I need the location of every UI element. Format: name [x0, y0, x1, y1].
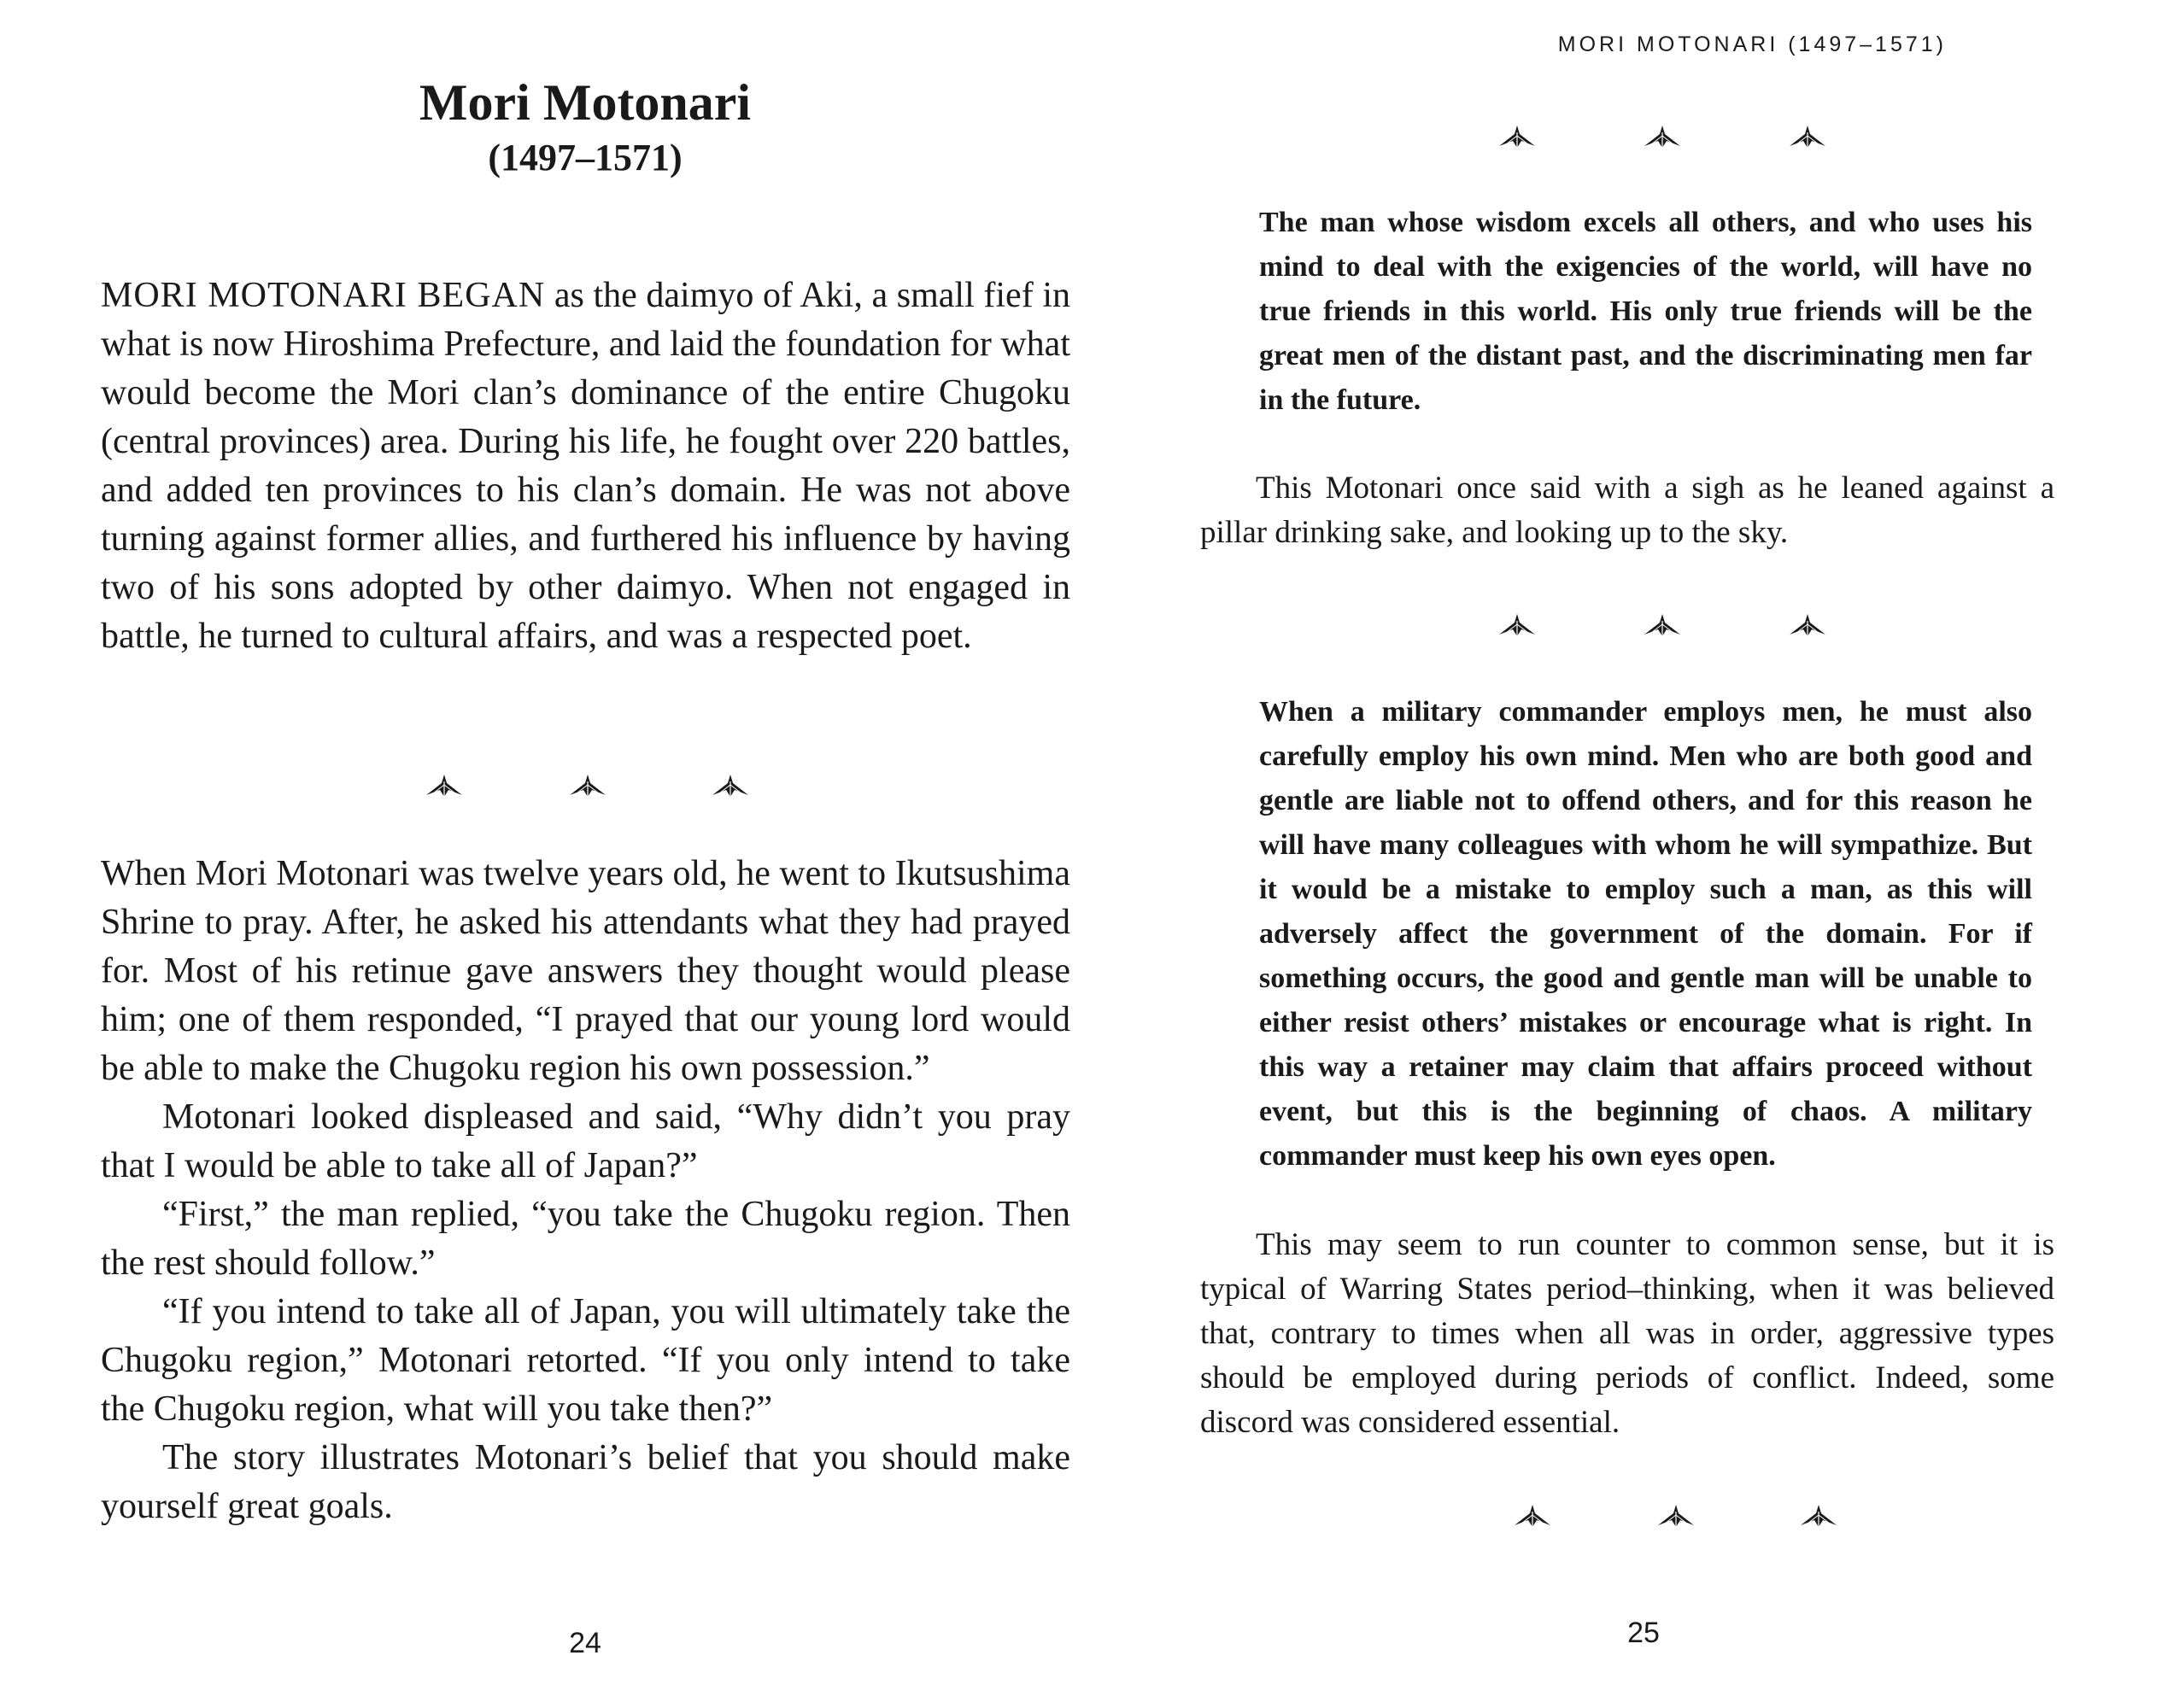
section-ornament	[423, 773, 752, 798]
leaf-ornament-icon	[1496, 612, 1538, 638]
commentary-paragraph: This may seem to run counter to common sense, but it is typical of Warring States period–thinking, when it was believed that, contrary to times when all was in order, aggressive types should be employed during periods of conflict. Indeed, some discord was considered essential.	[1200, 1227, 2054, 1440]
leaf-ornament-icon	[709, 773, 752, 798]
story-paragraph: The story illustrates Motonari’s belief that you should make yourself great goals.	[101, 1438, 1070, 1526]
page-number: 24	[569, 1627, 601, 1659]
leaf-ornament-icon	[1641, 612, 1684, 638]
story-paragraph: “First,” the man replied, “you take the Chugoku region. Then the rest should follow.”	[101, 1195, 1070, 1283]
right-page	[1084, 0, 2168, 1708]
story-paragraph: Motonari looked displeased and said, “Why didn’t you pray that I would be able to take all of Japan?”	[101, 1097, 1070, 1185]
leaf-ornament-icon	[1655, 1503, 1697, 1529]
page-number: 25	[1627, 1617, 1660, 1649]
quote-block: The man whose wisdom excels all others, and who uses his mind to deal with the exigencies of the world, will have no true friends in this world. His only true friends will be the great men of the distant past, and the discriminating men far in the future.	[1259, 207, 2032, 416]
running-head: MORI MOTONARI (1497–1571)	[1557, 32, 1947, 56]
leaf-ornament-icon	[1511, 1503, 1554, 1529]
section-ornament	[1496, 124, 1829, 149]
intro-text: as the daimyo of Aki, a small fief in what is now Hiroshima Prefecture, and laid the foundation for what would become the Mori clan’s dominance of the entire Chugoku (central provinces) area. During his life, he fought over 220 battles, and added ten provinces to his clan’s domain. He was not above turning against former allies, and furthered his influence by having two of his sons adopted by other daimyo. When not engaged in battle, he turned to cultural affairs, and was a respected poet.	[101, 276, 1070, 656]
leaf-ornament-icon	[1786, 612, 1829, 638]
leaf-ornament-icon	[1496, 124, 1538, 149]
quote-block: When a military commander employs men, he must also carefully employ his own mind. Men who are both good and gentle are liable not to offend others, and for this reason he will have many colleagues with whom he will sympathize. But it would be a mistake to employ such a man, as this will adversely affect the government of the domain. For if something occurs, the good and gentle man will be unable to either resist others’ mistakes or encourage what is right. In this way a retainer may claim that affairs proceed without event, but this is the beginning of chaos. A military commander must keep his own eyes open.	[1259, 696, 2032, 1172]
story-block	[101, 850, 1070, 1531]
commentary-paragraph: This Motonari once said with a sigh as he leaned against a pillar drinking sake, and looking up to the sky.	[1200, 471, 2054, 550]
chapter-dates: (1497–1571)	[488, 137, 683, 178]
story-paragraph: When Mori Motonari was twelve years old, he went to Ikutsushima Shrine to pray. After, he asked his attendants what they had prayed for. Most of his retinue gave answers they thought would please him; one of them responded, “I prayed that our young lord would be able to make the Chugoku region his own possession.”	[101, 854, 1070, 1088]
leaf-ornament-icon	[1797, 1503, 1840, 1529]
leaf-ornament-icon	[1641, 124, 1684, 149]
intro-paragraph	[101, 272, 1070, 661]
leaf-ornament-icon	[566, 773, 609, 798]
leaf-ornament-icon	[423, 773, 466, 798]
intro-lead-in: MORI MOTONARI BEGAN	[101, 276, 546, 315]
leaf-ornament-icon	[1786, 124, 1829, 149]
section-ornament	[1496, 612, 1829, 638]
section-ornament	[1511, 1503, 1840, 1529]
story-paragraph: “If you intend to take all of Japan, you will ultimately take the Chugoku region,” Motonari retorted. “If you only intend to take the Chugoku region, what will you take then?”	[101, 1292, 1070, 1429]
chapter-title: Mori Motonari	[419, 74, 752, 131]
